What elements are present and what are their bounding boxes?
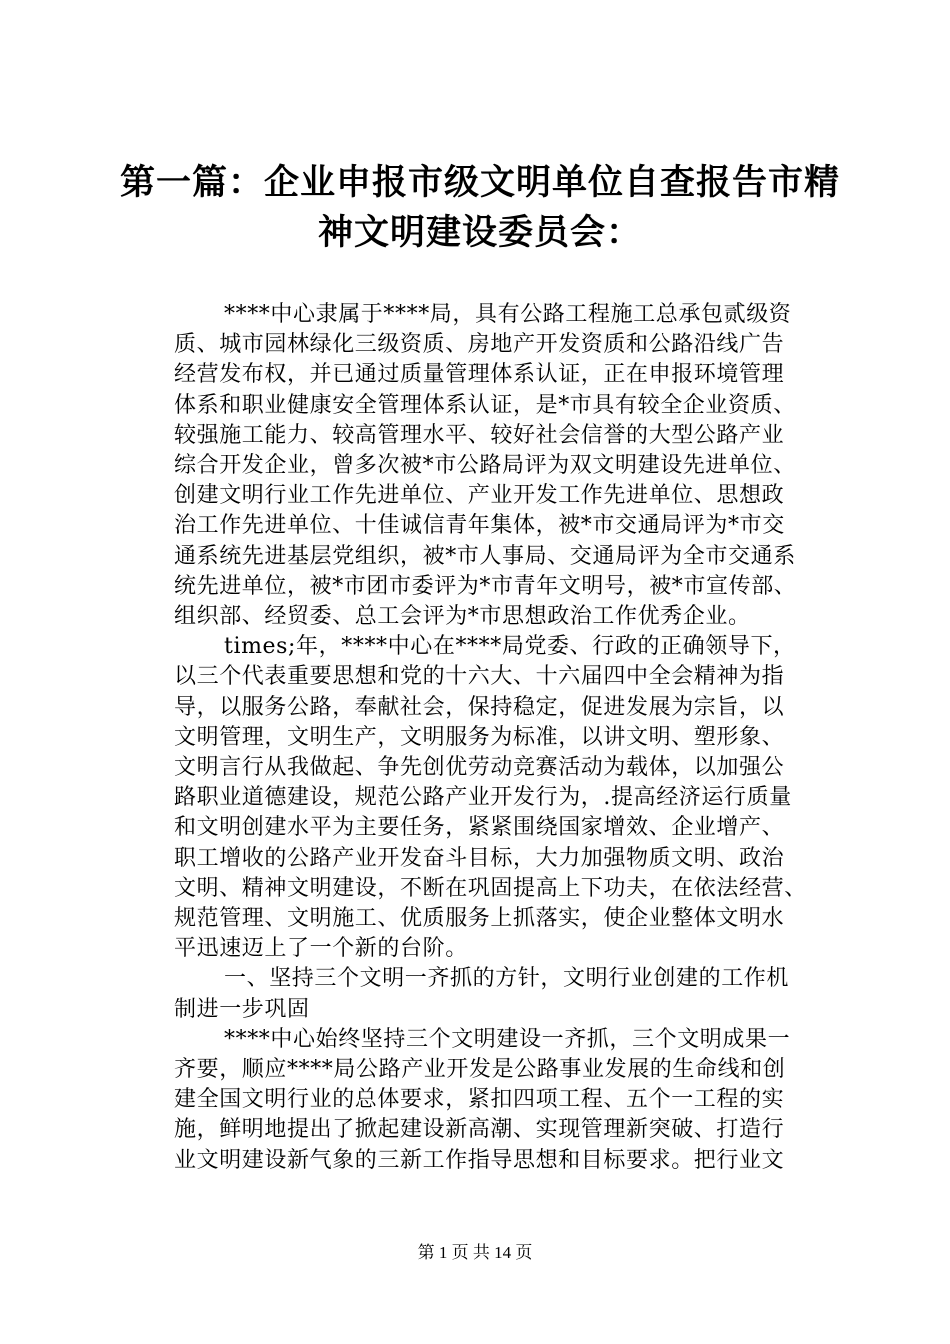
paragraph-intro [130, 300, 825, 632]
text-line: 导，以服务公路，奉献社会，保持稳定，促进发展为宗旨，以 [174, 694, 785, 720]
text-line: 质、城市园林绿化三级资质、房地产开发资质和公路沿线广告 [174, 332, 785, 358]
text-line: 通系统先进基层党组织，被*市人事局、交通局评为全市交通系 [174, 543, 796, 569]
text-line: 和文明创建水平为主要任务，紧紧围绕国家增效、企业增产、 [174, 815, 785, 841]
title-line: 神文明建设委员会： [317, 212, 642, 253]
title-line: 第一篇：企业申报市级文明单位自查报告市精 [119, 162, 840, 203]
paragraph-annual-summary [130, 632, 825, 964]
text-line: 制进一步巩固 [174, 996, 310, 1022]
text-line: 组织部、经贸委、总工会评为*市思想政治工作优秀企业。 [174, 604, 751, 630]
document-body [130, 300, 825, 1176]
text-line: ****中心始终坚持三个文明建设一齐抓，三个文明成果一 [224, 1026, 791, 1052]
text-line: 平迅速迈上了一个新的台阶。 [174, 936, 468, 962]
text-line: 统先进单位，被*市团市委评为*市青年文明号，被*市宣传部、 [174, 573, 797, 599]
text-line: 治工作先进单位、十佳诚信青年集体，被*市交通局评为*市交 [174, 513, 785, 539]
text-line: 业文明建设新气象的三新工作指导思想和目标要求。把行业文 [174, 1147, 785, 1173]
text-line: 路职业道德建设，规范公路产业开发行为，.提高经济运行质量 [174, 785, 792, 811]
text-line: 创建文明行业工作先进单位、产业开发工作先进单位、思想政 [174, 483, 785, 509]
text-line: 齐要，顺应****局公路产业开发是公路事业发展的生命线和创 [174, 1057, 786, 1083]
text-line: 较强施工能力、较高管理水平、较好社会信誉的大型公路产业 [174, 422, 785, 448]
text-line: 文明、精神文明建设，不断在巩固提高上下功夫，在依法经营、 [174, 875, 807, 901]
text-line: 施，鲜明地提出了掀起建设新高潮、实现管理新突破、打造行 [174, 1117, 785, 1143]
text-line: 经营发布权，并已通过质量管理体系认证，正在申报环境管理 [174, 362, 785, 388]
text-line: times;年，****中心在****局党委、行政的正确领导下， [224, 634, 796, 660]
text-line: 体系和职业健康安全管理体系认证，是*市具有较全企业资质、 [174, 392, 796, 418]
page-number: 第 1 页 共 14 页 [417, 1243, 533, 1262]
text-line: 文明管理，文明生产，文明服务为标准，以讲文明、塑形象、 [174, 724, 785, 750]
section-heading [130, 964, 825, 1024]
text-line: 一、坚持三个文明一齐抓的方针，文明行业创建的工作机 [224, 966, 790, 992]
text-line: 综合开发企业，曾多次被*市公路局评为双文明建设先进单位、 [174, 453, 796, 479]
text-line: 建全国文明行业的总体要求，紧扣四项工程、五个一工程的实 [174, 1087, 785, 1113]
text-line: 以三个代表重要思想和党的十六大、十六届四中全会精神为指 [174, 664, 785, 690]
text-line: 文明言行从我做起、争先创优劳动竞赛活动为载体，以加强公 [174, 755, 785, 781]
document-title [110, 158, 850, 258]
text-line: ****中心隶属于****局，具有公路工程施工总承包贰级资 [224, 302, 792, 327]
text-line: 职工增收的公路产业开发奋斗目标，大力加强物质文明、政治 [174, 845, 785, 871]
text-line: 规范管理、文明施工、优质服务上抓落实，使企业整体文明水 [174, 906, 785, 932]
paragraph-section-body [130, 1025, 825, 1176]
